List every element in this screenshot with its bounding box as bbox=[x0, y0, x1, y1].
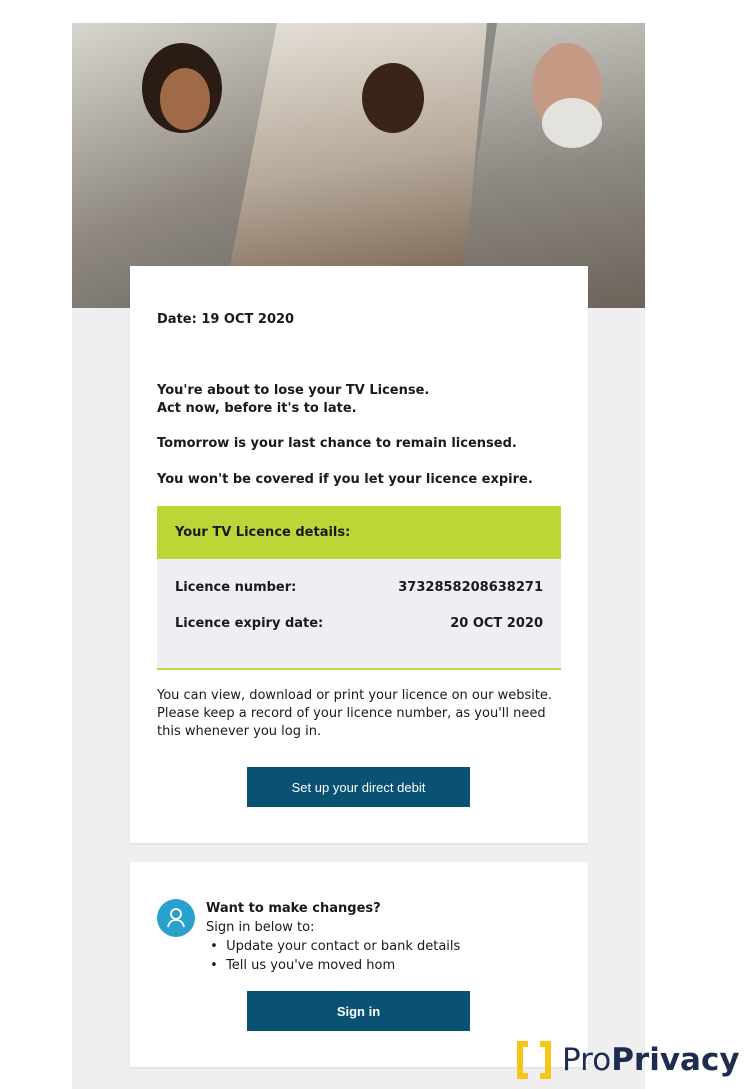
licence-number-row bbox=[157, 569, 561, 605]
changes-card bbox=[130, 862, 588, 1067]
row-value: 3732858208638271 bbox=[398, 579, 543, 595]
licence-card bbox=[130, 266, 588, 843]
row-label: Licence expiry date: bbox=[175, 615, 324, 631]
licence-details-panel bbox=[157, 506, 561, 670]
changes-subtitle: Sign in below to: bbox=[206, 920, 315, 935]
row-value: 20 OCT 2020 bbox=[450, 615, 543, 631]
not-covered-text: You won't be covered if you let your licence expire. bbox=[157, 472, 533, 487]
warning-line-2: Act now, before it's to late. bbox=[157, 401, 357, 416]
user-icon bbox=[157, 899, 195, 937]
details-title: Your TV Licence details: bbox=[157, 506, 561, 559]
expiry-date-row bbox=[157, 605, 561, 641]
changes-title: Want to make changes? bbox=[206, 901, 381, 916]
list-item: • Update your contact or bank details bbox=[206, 939, 461, 954]
sign-in-button[interactable]: Sign in bbox=[247, 991, 470, 1031]
direct-debit-button[interactable]: Set up your direct debit bbox=[247, 767, 470, 807]
row-label: Licence number: bbox=[175, 579, 297, 595]
info-text: You can view, download or print your licence on our website. Please keep a record of your licence number, as you'll need this whenever you log in. bbox=[157, 688, 553, 739]
propriacy-watermark: ProPrivacy bbox=[514, 1040, 740, 1080]
email-date: Date: 19 OCT 2020 bbox=[157, 312, 295, 327]
warning-line-1: You're about to lose your TV License. bbox=[157, 383, 430, 398]
brackets-logo-icon bbox=[514, 1040, 554, 1080]
last-chance-text: Tomorrow is your last chance to remain licensed. bbox=[157, 436, 517, 451]
list-item: • Tell us you've moved hom bbox=[206, 958, 396, 973]
